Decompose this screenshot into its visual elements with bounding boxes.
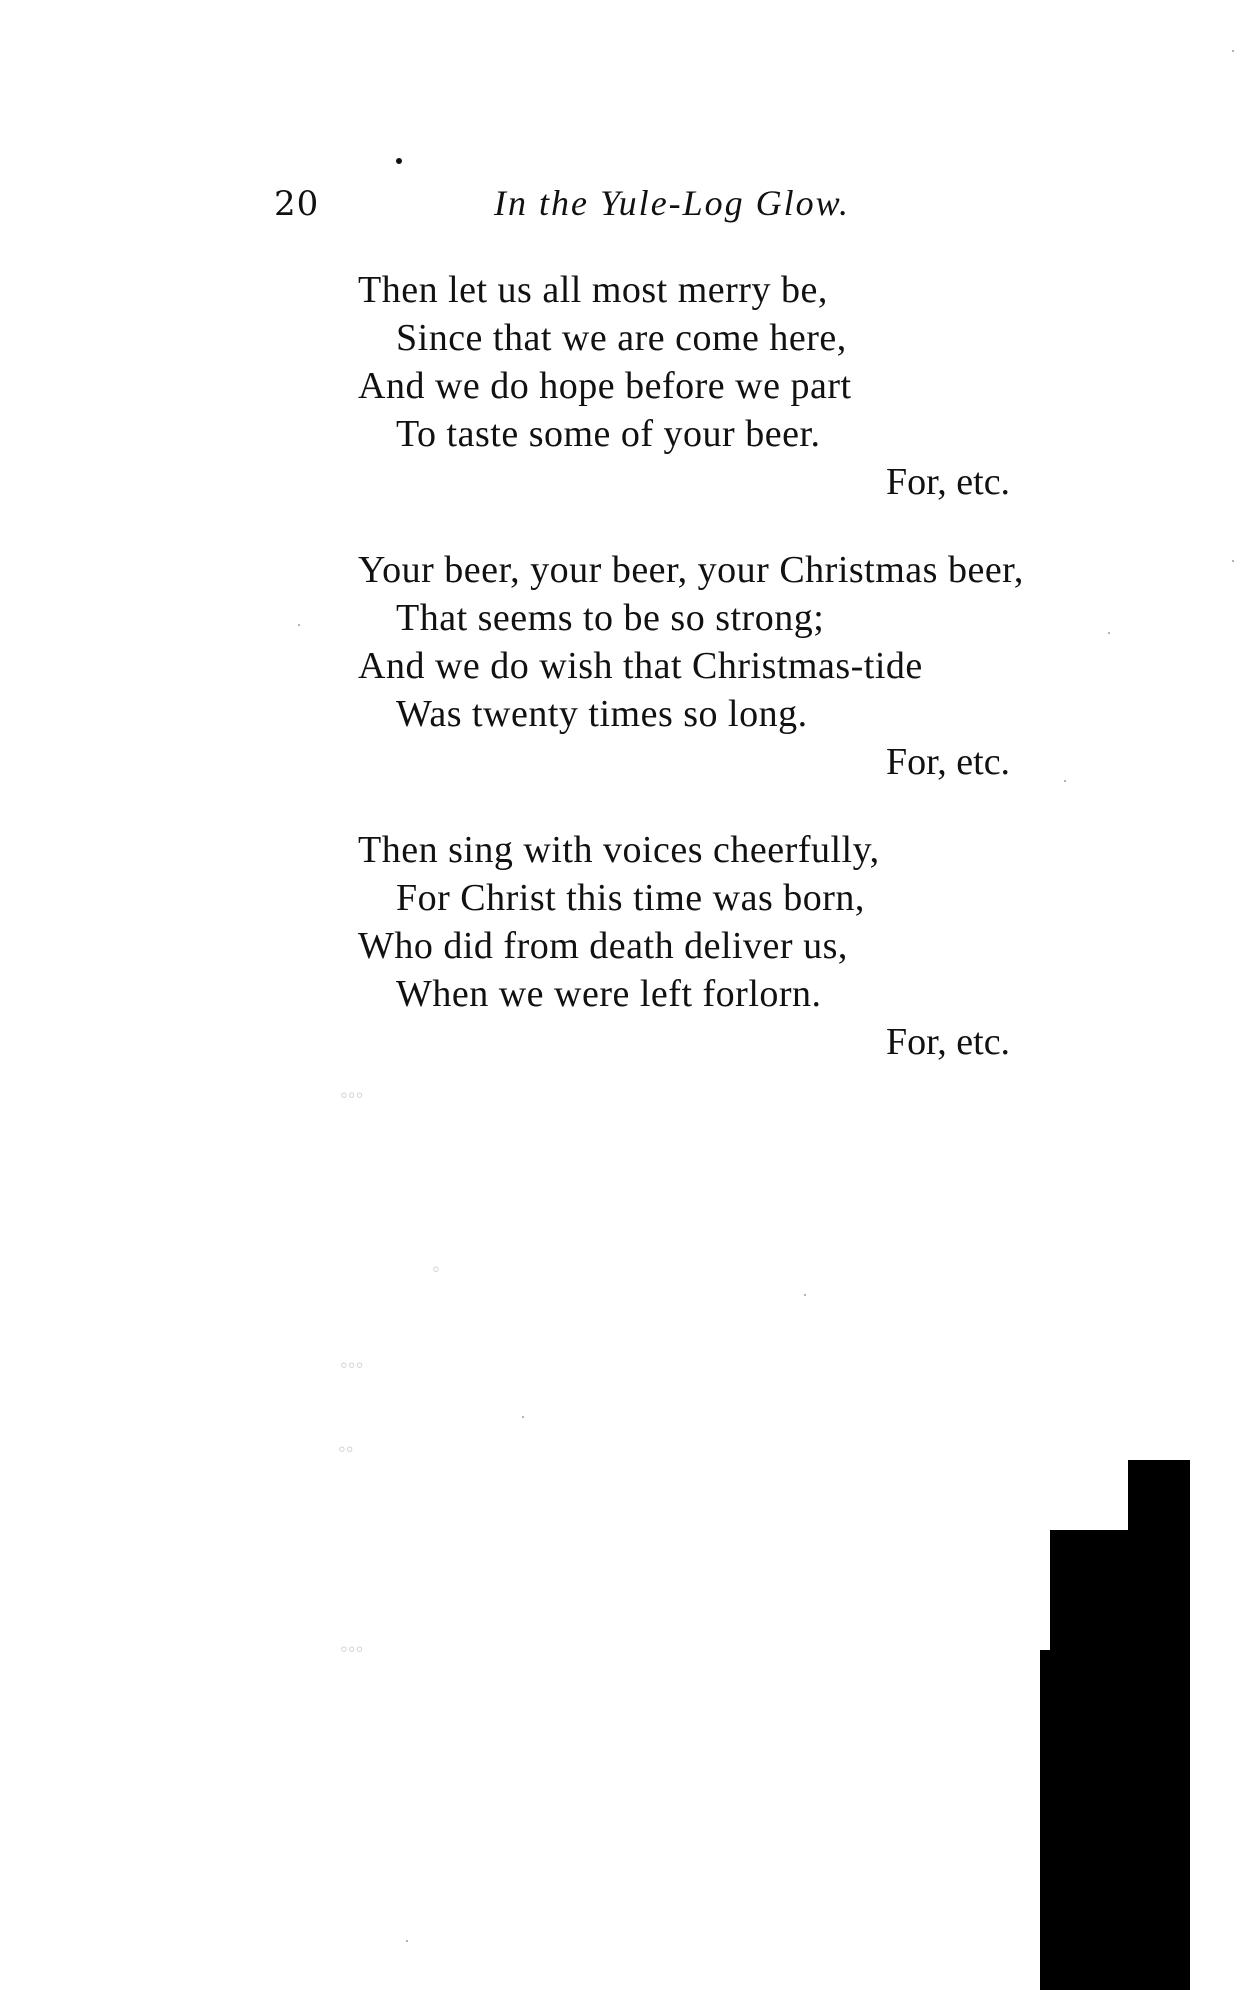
verse-line: When we were left forlorn.	[396, 973, 822, 1015]
speck	[1064, 780, 1066, 782]
verse-line: And we do hope before we part	[358, 365, 852, 407]
refrain: For, etc.	[886, 461, 1011, 503]
verse-line: For Christ this time was born,	[396, 877, 865, 919]
verse-line: And we do wish that Christmas-tide	[358, 645, 923, 687]
scan-shadow	[1040, 1650, 1060, 1990]
speck	[298, 624, 300, 626]
show-through-mark: ◦	[432, 1256, 440, 1281]
verse-line: Since that we are come here,	[396, 317, 847, 359]
verse-line: Then sing with voices cheerfully,	[358, 829, 880, 871]
running-title: In the Yule-Log Glow.	[494, 183, 851, 223]
speck	[804, 1294, 806, 1296]
stanza-1	[358, 266, 1078, 506]
show-through-mark: ◦◦◦	[340, 1636, 364, 1661]
verse-line: Was twenty times so long.	[396, 693, 808, 735]
show-through-mark: ◦◦◦	[340, 1352, 364, 1377]
page-number: 20	[274, 184, 320, 224]
ink-dot	[396, 158, 402, 164]
verse-line: Who did from death deliver us,	[358, 925, 848, 967]
refrain: For, etc.	[886, 1021, 1011, 1063]
verse-line: Your beer, your beer, your Christmas beer,	[358, 549, 1024, 591]
speck	[1232, 560, 1234, 562]
speck	[1232, 50, 1234, 52]
stanza-3	[358, 826, 1078, 1066]
verse-line: That seems to be so strong;	[396, 597, 825, 639]
scan-shadow	[1050, 1530, 1130, 1990]
show-through-mark: ◦◦◦	[340, 1082, 364, 1107]
verse-line: To taste some of your beer.	[396, 413, 821, 455]
speck	[1108, 632, 1110, 634]
refrain: For, etc.	[886, 741, 1011, 783]
show-through-mark: ◦◦	[338, 1436, 354, 1461]
stanza-2	[358, 546, 1078, 786]
speck	[522, 1416, 524, 1418]
scan-shadow	[1128, 1460, 1190, 1990]
speck	[406, 1940, 408, 1942]
verse-line: Then let us all most merry be,	[358, 269, 828, 311]
